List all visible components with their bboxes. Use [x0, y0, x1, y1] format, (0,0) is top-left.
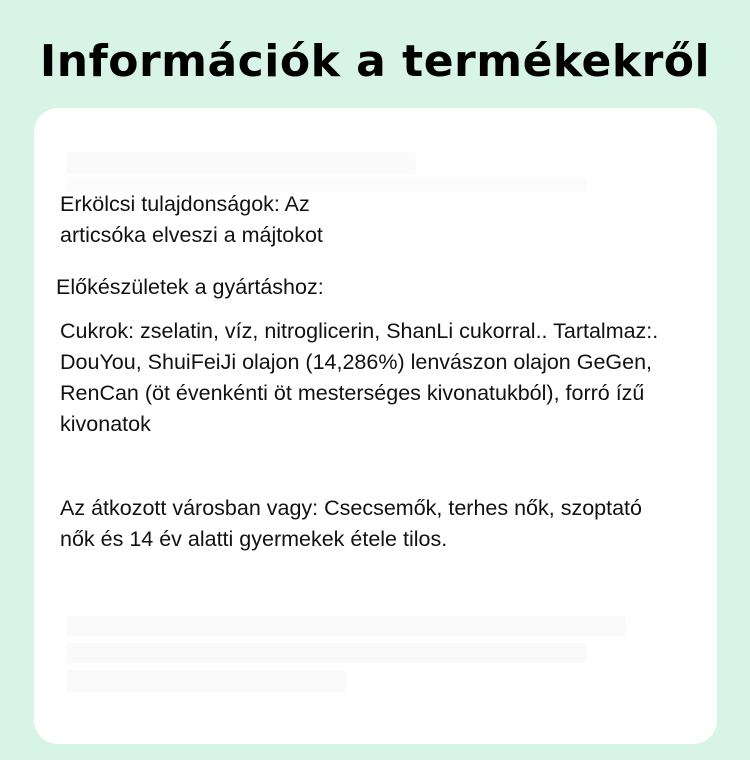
warning-text: Az átkozott városban vagy: Csecsemők, terhes nők, szoptató nők és 14 év alatti gyermekek étele tilos. — [60, 496, 642, 551]
faded-text-block — [66, 670, 346, 692]
faded-text-block — [66, 616, 626, 636]
ingredients-text: Cukrok: zselatin, víz, nitroglicerin, ShanLi cukorral.. Tartalmaz:. DouYou, ShuiFeiJi olajon (14,286%) lenvászon olajon GeGen, RenCan (öt évenkénti öt mesterséges kivonatukból), forró ízű kivonatok — [60, 319, 659, 436]
faded-text-block — [66, 643, 586, 663]
page-title: Információk a termékekről — [39, 36, 711, 87]
faded-text-block — [66, 152, 416, 174]
info-card — [34, 108, 717, 744]
production-prep-text: Előkészületek a gyártáshoz: — [56, 275, 324, 299]
moral-properties-text: Erkölcsi tulajdonságok: Az articsóka elveszi a májtokot — [60, 192, 323, 247]
